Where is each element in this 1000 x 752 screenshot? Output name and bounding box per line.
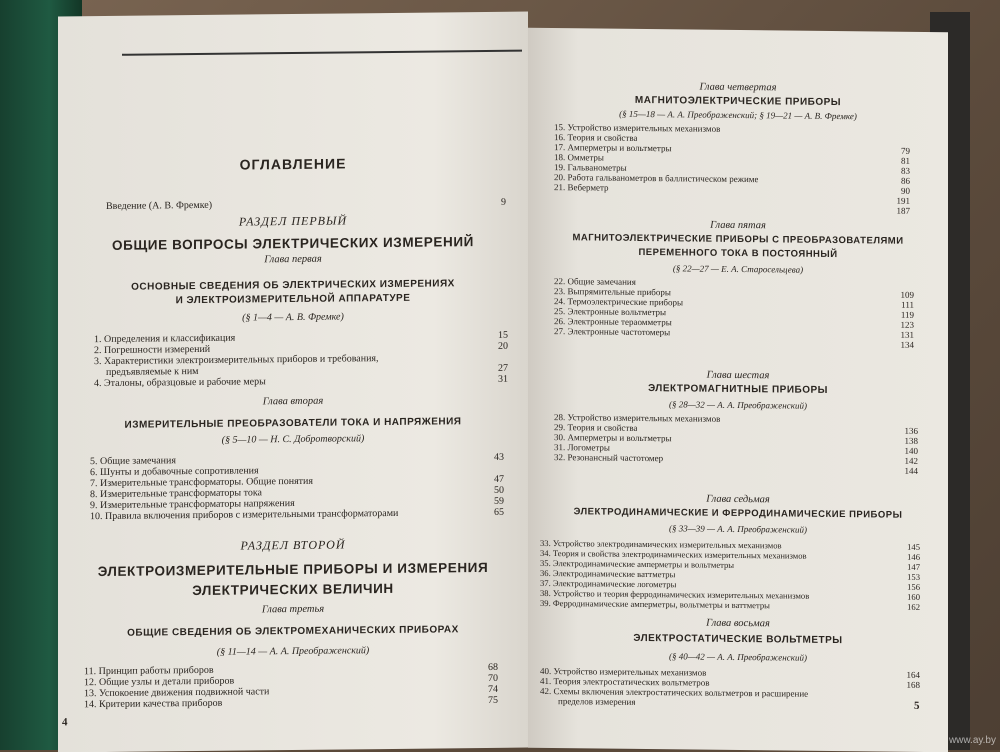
chapter-3-list: [84, 662, 498, 710]
list-item: 144: [904, 465, 918, 476]
chapter-1-title-line2: И ЭЛЕКТРОИЗМЕРИТЕЛЬНОЙ АППАРАТУРЕ: [175, 292, 411, 307]
list-item: 17. Амперметры и вольтметры 79: [554, 142, 910, 156]
intro-entry: Введение (А. В. Фремке) 9: [106, 196, 506, 212]
chapter-5-title-line1: МАГНИТОЭЛЕКТРИЧЕСКИЕ ПРИБОРЫ С ПРЕОБРАЗОВАТЕЛЯМИ: [572, 232, 904, 247]
chapter-8-title: ЭЛЕКТРОСТАТИЧЕСКИЕ ВОЛЬТМЕТРЫ: [633, 632, 843, 647]
list-item: 25. Электронные вольтметры 119: [554, 306, 914, 320]
page-number-right: 5: [914, 699, 920, 712]
list-item: 37. Электродинамические логометры 156: [540, 577, 920, 592]
part-one-label: РАЗДЕЛ ПЕРВЫЙ: [238, 213, 348, 229]
list-item: 10. Правила включения приборов с измерительными трансформаторами 65: [90, 506, 504, 523]
chapter-2-list: [90, 452, 504, 522]
list-item: 18. Омметры 81: [554, 152, 910, 166]
list-item: 134: [900, 339, 914, 350]
list-item: 39. Ферродинамические амперметры, вольтметры и ваттметры 162: [540, 597, 920, 612]
chapter-6-label: Глава шестая: [706, 369, 770, 382]
chapter-5-list: [554, 276, 914, 350]
list-item: 1. Определения и классификация 15: [94, 329, 508, 346]
list-item: 5. Общие замечания 43: [90, 451, 504, 468]
chapter-8-authors: (§ 40—42 — А. А. Преображенский): [669, 651, 807, 663]
list-item: 42. Схемы включения электростатических вольтметров и расширение: [540, 685, 809, 699]
chapter-8-list: [540, 666, 920, 710]
list-item: 9. Измерительные трансформаторы напряжения 59: [90, 495, 504, 512]
chapter-3-label: Глава третья: [261, 603, 325, 616]
top-rule: [122, 50, 522, 56]
chapter-5-label: Глава пятая: [710, 219, 766, 232]
list-item: 22. Общие замечания: [554, 276, 636, 287]
list-item: 7. Измерительные трансформаторы. Общие понятия 47: [90, 473, 504, 490]
chapter-4-authors: (§ 15—18 — А. А. Преображенский; § 19—21 — А. В. Фремке): [619, 108, 857, 122]
chapter-4-list: [554, 122, 910, 216]
list-item: 24. Термоэлектрические приборы 111: [554, 296, 914, 310]
list-item: 31. Логометры 140: [554, 442, 918, 456]
list-item: 12. Общие узлы и детали приборов 70: [84, 672, 498, 689]
chapter-7-list: [540, 538, 920, 612]
right-page: [528, 28, 948, 752]
chapter-6-authors: (§ 28—32 — А. А. Преображенский): [669, 399, 807, 411]
list-item: 13. Успокоение движения подвижной части 74: [84, 683, 498, 700]
list-item: 11. Принцип работы приборов 68: [84, 661, 498, 678]
list-item: 38. Устройство и теория ферродинамических измерительных механизмов 160: [540, 587, 920, 602]
list-item: 35. Электродинамические амперметры и вольтметры 147: [540, 557, 920, 572]
part-two-label: РАЗДЕЛ ВТОРОЙ: [240, 537, 346, 553]
chapter-2-title: ИЗМЕРИТЕЛЬНЫЕ ПРЕОБРАЗОВАТЕЛИ ТОКА И НАПРЯЖЕНИЯ: [124, 416, 462, 431]
list-item: 4. Эталоны, образцовые и рабочие меры 31: [94, 373, 508, 390]
list-item: 27. Электронные частотомеры 131: [554, 326, 914, 340]
list-item: 30. Амперметры и вольтметры 138: [554, 432, 918, 446]
list-item: 3. Характеристики электроизмерительных приборов и требования,: [94, 353, 379, 368]
list-item: 6. Шунты и добавочные сопротивления: [90, 465, 259, 479]
chapter-6-title: ЭЛЕКТРОМАГНИТНЫЕ ПРИБОРЫ: [648, 383, 828, 396]
page-number-left: 4: [62, 716, 68, 729]
list-item: 16. Теория и свойства: [554, 132, 638, 143]
list-item: 187: [896, 205, 910, 216]
chapter-1-list: [94, 330, 508, 389]
chapter-1-label: Глава первая: [264, 253, 322, 266]
chapter-2-label: Глава вторая: [262, 395, 324, 408]
chapter-5-authors: (§ 22—27 — Е. А. Старосельцева): [672, 263, 804, 275]
list-item: 32. Резонансный частотомер 142: [554, 452, 918, 466]
chapter-4-label: Глава четвертая: [699, 81, 777, 94]
list-item: пределов измерения: [558, 696, 636, 707]
list-item: предъявляемые к ним 27: [106, 362, 508, 378]
list-item: 8. Измерительные трансформаторы тока 50: [90, 484, 504, 501]
list-item: 15. Устройство измерительных механизмов: [554, 122, 721, 134]
list-item: 23. Выпрямительные приборы 109: [554, 286, 914, 300]
chapter-3-title: ОБЩИЕ СВЕДЕНИЯ ОБ ЭЛЕКТРОМЕХАНИЧЕСКИХ ПРИБОРАХ: [127, 624, 459, 639]
chapter-7-label: Глава седьмая: [706, 493, 770, 506]
chapter-1-authors: (§ 1—4 — А. В. Фремке): [242, 311, 344, 324]
list-item: 33. Устройство электродинамических измерительных механизмов 145: [540, 537, 920, 552]
chapter-7-title: ЭЛЕКТРОДИНАМИЧЕСКИЕ И ФЕРРОДИНАМИЧЕСКИЕ ПРИБОРЫ: [573, 506, 903, 521]
list-item: 191: [896, 195, 910, 206]
list-item: 14. Критерии качества приборов 75: [84, 694, 498, 711]
chapter-7-authors: (§ 33—39 — А. А. Преображенский): [669, 523, 807, 535]
chapter-1-title-line1: ОСНОВНЫЕ СВЕДЕНИЯ ОБ ЭЛЕКТРИЧЕСКИХ ИЗМЕРЕНИЯХ: [131, 278, 455, 293]
chapter-3-authors: (§ 11—14 — А. А. Преображенский): [216, 645, 370, 658]
chapter-4-title: МАГНИТОЭЛЕКТРИЧЕСКИЕ ПРИБОРЫ: [634, 94, 842, 109]
list-item: 34. Теория и свойства электродинамических измерительных механизмов 146: [540, 547, 920, 562]
list-item: 36. Электродинамические ваттметры 153: [540, 567, 920, 582]
chapter-8-label: Глава восьмая: [706, 617, 770, 630]
part-two-title-line1: ЭЛЕКТРОИЗМЕРИТЕЛЬНЫЕ ПРИБОРЫ И ИЗМЕРЕНИЯ: [97, 559, 489, 580]
part-two-title-line2: ЭЛЕКТРИЧЕСКИХ ВЕЛИЧИН: [192, 580, 394, 599]
chapter-6-list: [554, 412, 918, 476]
list-item: 28. Устройство измерительных механизмов: [554, 412, 721, 424]
part-one-title: ОБЩИЕ ВОПРОСЫ ЭЛЕКТРИЧЕСКИХ ИЗМЕРЕНИЙ: [112, 234, 474, 253]
list-item: 26. Электронные тераомметры 123: [554, 316, 914, 330]
watermark: www.ay.by: [948, 735, 996, 746]
list-item: 2. Погрешности измерений 20: [94, 340, 508, 357]
list-item: 29. Теория и свойства 136: [554, 422, 918, 436]
list-item: 19. Гальванометры 83: [554, 162, 910, 176]
list-item: 21. Веберметр 90: [554, 182, 910, 196]
list-item: 20. Работа гальванометров в баллистическом режиме 86: [554, 172, 910, 186]
list-item: 40. Устройство измерительных механизмов 164: [540, 665, 920, 680]
list-item: 41. Теория электростатических вольтметров 168: [540, 675, 920, 690]
chapter-5-title-line2: ПЕРЕМЕННОГО ТОКА В ПОСТОЯННЫЙ: [638, 246, 838, 261]
toc-title: ОГЛАВЛЕНИЕ: [239, 155, 347, 173]
left-page: [58, 12, 528, 752]
chapter-2-authors: (§ 5—10 — Н. С. Добротворский): [221, 433, 365, 446]
